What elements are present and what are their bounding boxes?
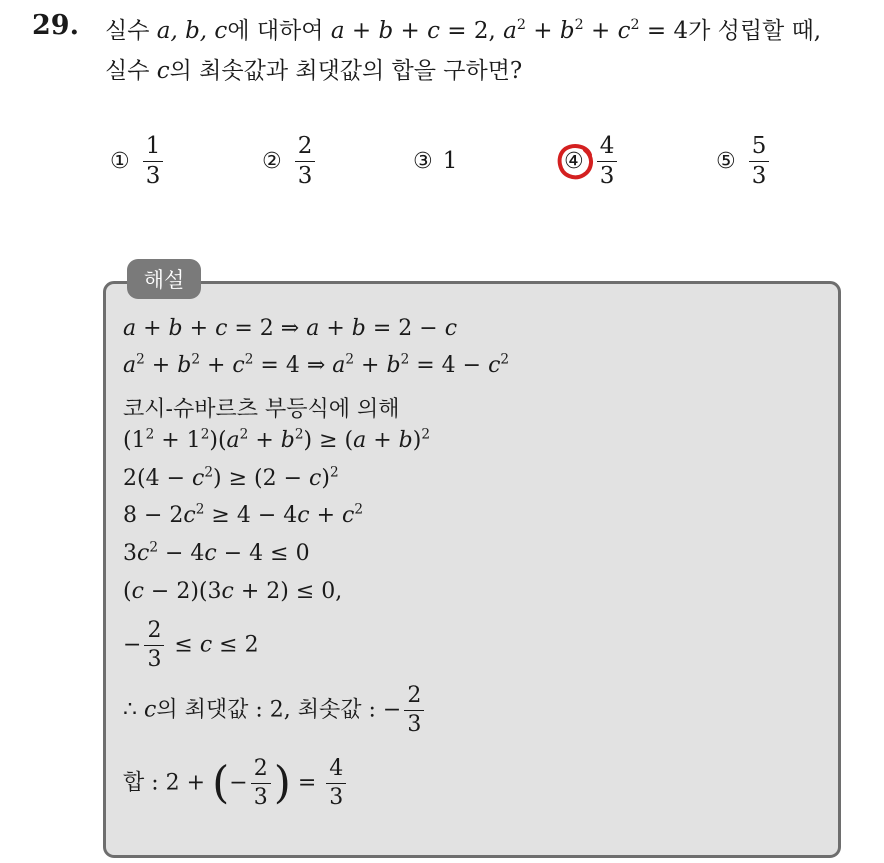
solution-line-7: $3c^2 - 4c - 4 \le 0$ — [123, 539, 310, 566]
solution-line-9: − $\frac{2}{3}$ ≤ c ≤ 2 — [123, 618, 259, 672]
solution-line-6: $8 - 2c^2 \ge 4 - 4c + c^2$ — [123, 501, 364, 528]
choice-2[interactable] — [262, 128, 318, 194]
solution-line-8: (c − 2)(3c + 2) ≤ 0, — [123, 579, 343, 604]
choice-4[interactable] — [564, 128, 620, 194]
solution-line-5: $2(4 - c^2) \ge (2 - c)^2$ — [123, 464, 339, 491]
question-line-2 — [105, 52, 522, 85]
fraction: $\frac{5}{3}$ — [749, 135, 770, 188]
question-text: 에 대하여 — [227, 18, 324, 44]
choice-value: 1 — [442, 148, 458, 174]
solution-line-4: $(1^2 + 1^2)(a^2 + b^2) \ge (a + b)^2$ — [123, 426, 431, 453]
question-text: 실수 — [105, 58, 150, 84]
solution-line-10: ∴ c의 최댓값 : 2, 최솟값 : − $\frac{2}{3}$ — [123, 685, 427, 736]
question-number: 29. — [32, 10, 79, 41]
choice-marker: ② — [262, 148, 282, 174]
choice-marker: ⑤ — [716, 148, 736, 174]
choice-1[interactable] — [110, 128, 166, 194]
solution-line-3: 코시-슈바르츠 부등식에 의해 — [123, 397, 400, 422]
question-var: c — [156, 58, 170, 84]
solution-line-1: a + b + c = 2 ⇒ a + b = 2 − c — [123, 316, 458, 341]
condition-sum: a + b + c = 2, — [330, 18, 504, 44]
answer-choices — [0, 128, 884, 194]
solution-line-2: $a^2 + b^2 + c^2 = 4$ ⇒ $a^2 + b^2 = 4 - c^2$ — [123, 351, 510, 378]
question-text: 의 최솟값과 최댓값의 합을 구하면? — [169, 58, 523, 84]
fraction: $\frac{1}{3}$ — [143, 135, 164, 188]
fraction: $\frac{2}{3}$ — [295, 135, 316, 188]
question-text: 가 성립할 때, — [688, 18, 822, 44]
solution-line-11: 합 : 2 + (− $\frac{2}{3}$ ) = $\frac{4}{3}$ — [123, 758, 349, 809]
condition-squares: $a^2 + b^2 + c^2 = 4$ — [503, 17, 689, 44]
question-text: 실수 — [105, 18, 150, 44]
choice-marker: ① — [110, 148, 130, 174]
fraction: $\frac{4}{3}$ — [597, 135, 618, 188]
question-vars: a, b, c — [156, 18, 228, 44]
question-line-1 — [105, 12, 821, 45]
choice-3[interactable] — [413, 128, 457, 194]
choice-5[interactable] — [716, 128, 772, 194]
solution-tag: 해설 — [127, 259, 201, 299]
choice-marker: ③ — [413, 148, 433, 174]
choice-marker: ④ — [564, 149, 584, 174]
